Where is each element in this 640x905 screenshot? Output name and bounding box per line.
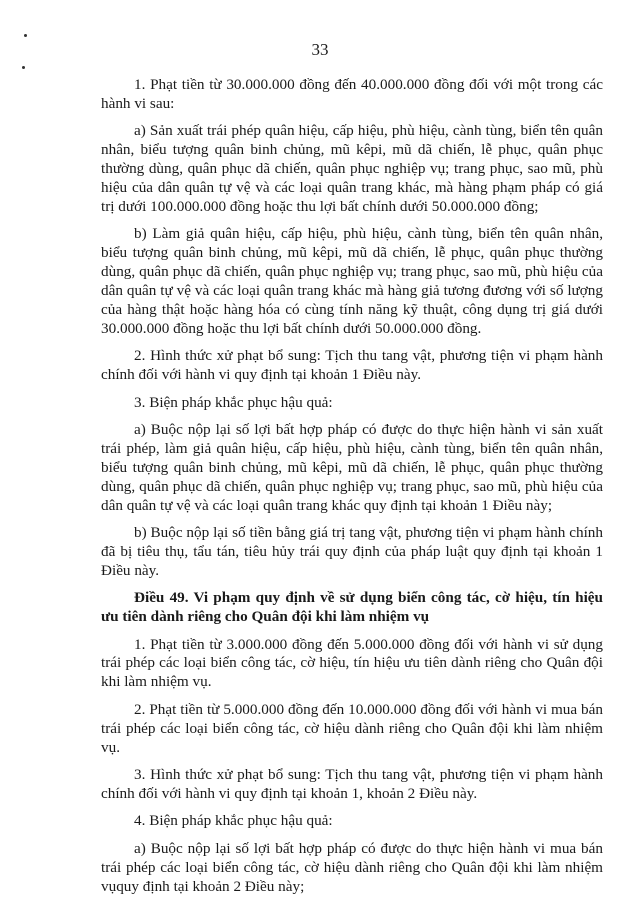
scan-speck (22, 66, 25, 69)
scan-speck (24, 34, 27, 37)
paragraph: 2. Phạt tiền từ 5.000.000 đồng đến 10.000.000 đồng đối với hành vi mua bán trái phép các loại biển công tác, cờ hiệu dành riêng cho Quân đội khi làm nhiệm vụ. (101, 700, 603, 756)
paragraph: 4. Biện pháp khắc phục hậu quả: (134, 812, 333, 830)
paragraph: 1. Phạt tiền từ 3.000.000 đồng đến 5.000.000 đồng đối với hành vi sử dụng trái phép các loại biển công tác, cờ hiệu, tín hiệu ưu tiên dành riêng cho Quân đội khi làm nhiệm vụ. (101, 635, 603, 691)
document-body (101, 76, 603, 905)
paragraph: 3. Hình thức xử phạt bổ sung: Tịch thu tang vật, phương tiện vi phạm hành chính đối với hành vi quy định tại khoản 1, khoản 2 Điều này. (101, 766, 603, 802)
paragraph: b) Làm giả quân hiệu, cấp hiệu, phù hiệu, cành tùng, biển tên quân nhân, biểu tượng quân binh chủng, mũ kêpi, mũ dã chiến, lễ phục, quân phục thường dùng, quân phục dã chiến, quân phục nghiệp vụ; trang phục, sao mũ, phù hiệu của dân quân tự vệ và các loại quân trang khác mà hàng giả tương đương với số lượng của hàng thật hoặc hàng hóa có cùng tính năng kỹ thuật, công dụng trị giá dưới 30.000.000 đồng hoặc thu lợi bất chính dưới 50.000.000 đồng. (101, 225, 603, 337)
paragraph: 1. Phạt tiền từ 30.000.000 đồng đến 40.000.000 đồng đối với một trong các hành vi sau: (101, 76, 603, 112)
paragraph: 3. Biện pháp khắc phục hậu quả: (134, 393, 333, 411)
page-number: 33 (311, 40, 329, 59)
paragraph: b) Buộc nộp lại số tiền bằng giá trị tang vật, phương tiện vi phạm hành chính đã bị tiêu thụ, tẩu tán, tiêu hủy trái quy định của pháp luật quy định tại khoản 1 Điều này. (101, 524, 603, 579)
paragraph: 2. Hình thức xử phạt bổ sung: Tịch thu tang vật, phương tiện vi phạm hành chính đối với hành vi quy định tại khoản 1 Điều này. (101, 347, 603, 384)
article-heading: Điều 49. Vi phạm quy định về sử dụng biển công tác, cờ hiệu, tín hiệu ưu tiên dành riêng cho Quân đội khi làm nhiệm vụ (101, 589, 603, 626)
paragraph: a) Sản xuất trái phép quân hiệu, cấp hiệu, phù hiệu, cành tùng, biển tên quân nhân, biểu tượng quân binh chủng, mũ kêpi, mũ dã chiến, lễ phục, quân phục thường dùng, quân phục dã chiến, quân phục nghiệp vụ; trang phục, sao mũ, phù hiệu của dân quân tự vệ và các loại quân trang khác, mà hàng phạm pháp có giá trị dưới 100.000.000 đồng hoặc thu lợi bất chính dưới 50.000.000 đồng; (101, 122, 603, 215)
paragraph: a) Buộc nộp lại số lợi bất hợp pháp có được do thực hiện hành vi sản xuất trái phép, làm giả quân hiệu, cấp hiệu, phù hiệu, cành tùng, biển tên quân nhân, biểu tượng quân binh chủng, mũ kêpi, mũ dã chiến, lễ phục, quân phục thường dùng, quân phục dã chiến, quân phục nghiệp vụ; trang phục, sao mũ, phù hiệu của dân quân tự vệ và các loại quân trang khác quy định tại khoản 1 Điều này; (101, 421, 603, 514)
paragraph: a) Buộc nộp lại số lợi bất hợp pháp có được do thực hiện hành vi mua bán trái phép các loại biển công tác, cờ hiệu dành riêng cho Quân đội khi làm nhiệm vụquy định tại khoản 2 Điều này; (101, 839, 603, 895)
